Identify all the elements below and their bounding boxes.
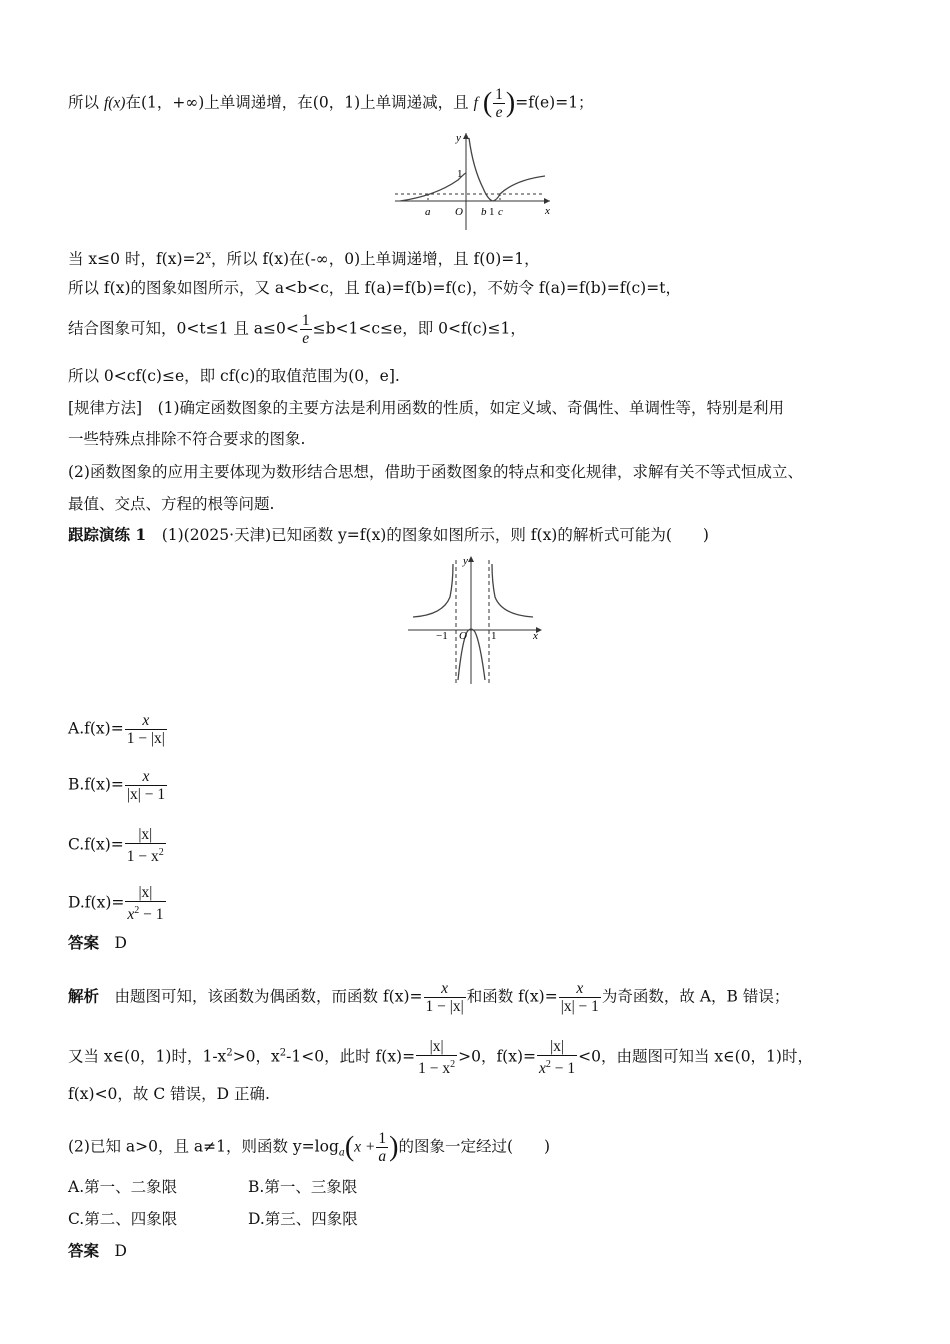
text-line-3: 所以 f(x)的图象如图所示，又 a<b<c，且 f(a)=f(b)=f(c)，不妨令 f(a)=f(b)=f(c)=t，: [68, 279, 681, 297]
function-graph-2: [405, 552, 550, 687]
graph2-label-x: x: [533, 630, 538, 642]
graph2-label-one: 1: [491, 630, 497, 642]
answer-1: 答案 D: [68, 933, 127, 952]
text-line-4: 结合图象可知，0<t≤1 且 a≤0< $\frac{1}{e}$ ≤b<1<c≤e，即 0<f(c)≤1，: [68, 312, 526, 347]
q2-option-c: C.第二、四象限: [68, 1210, 178, 1228]
option-b: B.f(x)= $\frac{x}{|x| - 1}$: [68, 768, 166, 803]
graph1-label-y: y: [456, 132, 461, 144]
method-line-1: [规律方法] (1)确定函数图象的主要方法是利用函数的性质，如定义域、奇偶性、单调性等，特别是利用: [68, 399, 785, 417]
q2-options-row-1: [68, 1177, 428, 1197]
graph2-label-minus-one: −1: [436, 630, 448, 642]
answer-2: 答案 D: [68, 1241, 127, 1260]
analysis-line-2: 又当 x∈(0，1)时，$1-x^2>0$，$x^2-1<0$，此时 f(x)= $\frac{|x|}{1 - x^2}$ >0，f(x)= $\frac{|x|}{x^2 - 1}$ <0，由题图可知当 x∈(0，1)时，: [68, 1038, 813, 1078]
analysis-line-3: f(x)<0，故 C 错误，D 正确.: [68, 1085, 270, 1103]
practice-label: 跟踪演练 1: [68, 525, 147, 544]
graph1-label-x: x: [545, 205, 550, 217]
fraction-1-over-e-2: $\frac{1}{e}$: [301, 312, 310, 347]
graph1-label-a: a: [425, 206, 431, 218]
q2-option-d: D.第三、四象限: [248, 1210, 358, 1228]
graph1-label-c: c: [498, 206, 503, 218]
graph1-label-one: 1: [457, 168, 463, 180]
graph2-label-O: O: [459, 630, 467, 642]
graph2-label-y: y: [463, 555, 468, 567]
graph1-label-O: O: [455, 206, 463, 218]
method-line-2: 一些特殊点排除不符合要求的图象.: [68, 430, 306, 448]
option-c: C.f(x)= $\frac{|x|}{1 - x^2}$: [68, 826, 164, 866]
method-line-4: 最值、交点、方程的根等问题.: [68, 495, 275, 513]
graph1-label-b: b: [481, 206, 487, 218]
q2-option-b: B.第一、三象限: [248, 1178, 358, 1196]
text-line-5: 所以 0<cf(c)≤e，即 cf(c)的取值范围为(0，e].: [68, 367, 400, 385]
graph1-label-one-b: 1: [489, 206, 495, 218]
q2-options-row-2: [68, 1209, 428, 1229]
function-graph-1: [395, 128, 560, 233]
method-line-3: (2)函数图象的应用主要体现为数形结合思想，借助于函数图象的特点和变化规律，求解有关不等式恒成立、: [68, 463, 803, 481]
q2-option-a: A.第一、二象限: [68, 1178, 178, 1196]
option-d: D.f(x)= $\frac{|x|}{x^2 - 1}$: [68, 884, 164, 924]
question-2: (2)已知 a>0，且 a≠1，则函数 $y=\log_a(x$ + $\frac{1}{a}$ )的图象一定经过( ): [68, 1130, 551, 1165]
text-line-2: 当 x≤0 时，$f(x)=2^x$，所以 f(x)在(-∞，0)上单调递增，且 f(0)=1，: [68, 250, 540, 269]
text-line-1: 所以 f(x)在(1，+∞)上单调递增，在(0，1)上单调递减，且 f ( $\frac{1}{e}$ )=f(e)=1；: [68, 86, 594, 121]
option-a: A.f(x)= $\frac{x}{1 - |x|}$: [68, 712, 165, 747]
fraction-1-over-e: $\frac{1}{e}$: [495, 86, 503, 121]
practice-question-1: 跟踪演练 1 (1)(2025·天津)已知函数 y=f(x)的图象如图所示，则 f(x)的解析式可能为( ): [68, 525, 709, 544]
analysis-line-1: 解析 由题图可知，该函数为偶函数，而函数 f(x)= $\frac{x}{1 - |x|}$ 和函数 f(x)= $\frac{x}{|x| - 1}$ 为奇函数，故 A，B 错误；: [68, 980, 790, 1015]
